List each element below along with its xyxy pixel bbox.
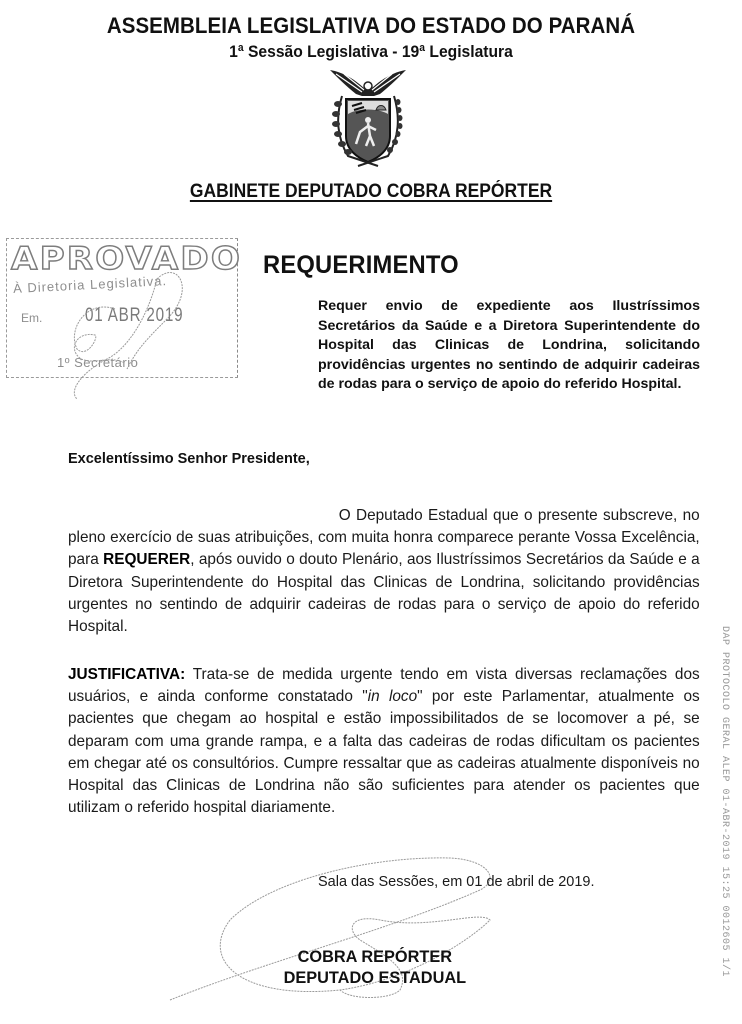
protocol-stamp-text: DAP PROTOCOLO GERAL ALEP 01-ABR-2019 15:25 0012605 1/1 [719, 626, 730, 978]
body-text-part1: O Deputado Estadual que o presente subscreve, no pleno exercício de suas atribuições, com muita honra comparece perante Vossa Excelência, para [68, 507, 700, 569]
approval-stamp-em-label: Em. [21, 311, 43, 325]
office-heading-text: GABINETE DEPUTADO COBRA REPÓRTER [189, 181, 553, 202]
justification-italic: in loco [367, 688, 418, 706]
approval-stamp-date: 01 ABR 2019 [85, 305, 184, 326]
session-subtitle: 1ª Sessão Legislativa - 19ª Legislatura [229, 42, 513, 61]
parana-coat-of-arms-icon [318, 66, 418, 168]
document-type-title: REQUERIMENTO [263, 251, 459, 279]
signer-name: COBRA REPÓRTER [297, 947, 453, 966]
body-emphasis: REQUERER [103, 551, 191, 569]
signer-title: DEPUTADO ESTADUAL [283, 968, 467, 987]
signature-block [15, 946, 727, 988]
salutation: Excelentíssimo Senhor Presidente, [68, 451, 310, 467]
protocol-stamp [712, 626, 732, 986]
office-heading [30, 181, 713, 203]
body-text-part2: , após ouvido o douto Plenário, aos Ilustríssimos Secretários da Saúde e a Diretora Superintendente do Hospital das Clinicas de Londrina, solicitando providências urgentes no sentindo de adquirir cadeiras de rodas para o serviço de apoio do referido Hospital. [68, 551, 700, 636]
approval-stamp-destination: À Diretoria Legislativa. [12, 272, 168, 297]
approval-stamp [6, 238, 243, 378]
document-summary: Requer envio de expediente aos Ilustríssimos Secretários da Saúde e a Diretora Superintendente do Hospital das Clinicas de Londrina, solicitando providências urgentes no sentindo de adquirir cadeiras de rodas para o serviço de apoio do referido Hospital. [318, 298, 700, 393]
place-and-date: Sala das Sessões, em 01 de abril de 2019. [318, 874, 595, 890]
body-paragraph [68, 505, 700, 638]
approval-stamp-signatory: 1º Secretário [57, 355, 139, 370]
approval-stamp-title: APROVADO [11, 241, 243, 277]
justification-part2: " por este Parlamentar, atualmente os pacientes que chegam ao hospital e estão impossibilitados de se locomover a pé, se deparam com uma grande rampa, e a falta das cadeiras de rodas dificultam os pacientes em chegar até os consultórios. Cumpre ressaltar que as cadeiras atualmente disponíveis no Hospital das Clinicas de Londrina não são suficientes para atender os pacientes que utilizam o referido hospital diariamente. [68, 688, 700, 817]
justification-part1: Trata-se de medida urgente tendo em vista diversas reclamações dos usuários, e ainda conforme constatado " [68, 666, 700, 706]
justification-paragraph [68, 664, 700, 819]
justification-label: JUSTIFICATIVA: [68, 666, 186, 683]
institution-title: ASSEMBLEIA LEGISLATIVA DO ESTADO DO PARANÁ [106, 13, 636, 38]
